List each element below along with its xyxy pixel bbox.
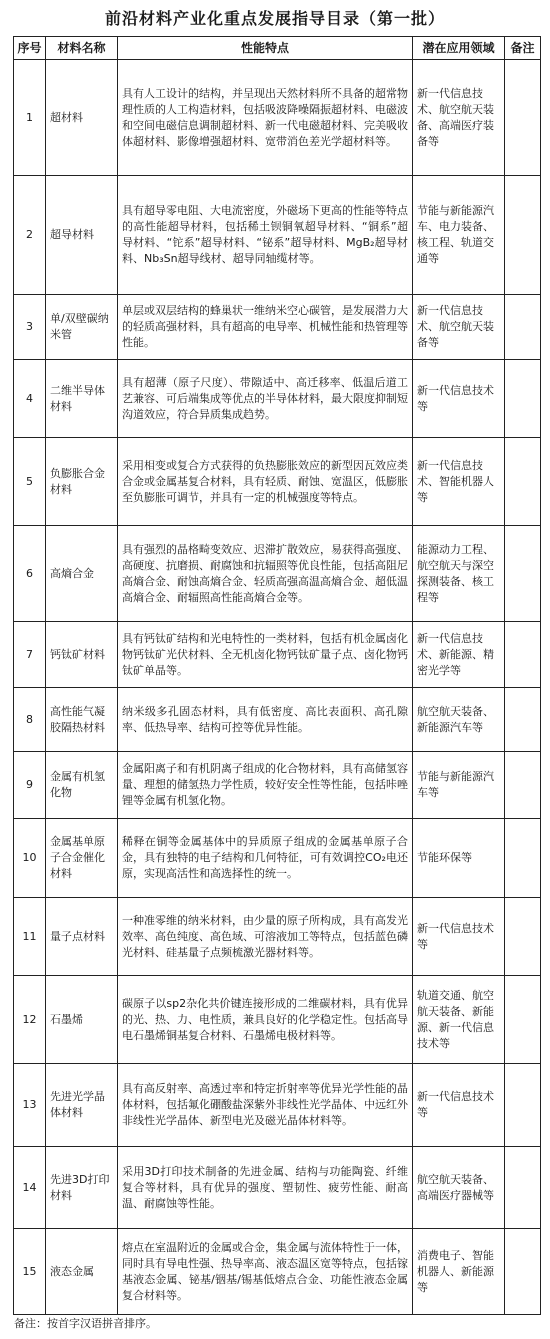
material-remark xyxy=(505,526,541,622)
material-application: 轨道交通、航空航天装备、新能源、新一代信息技术等 xyxy=(413,976,505,1064)
table-row xyxy=(14,438,541,526)
material-features: 单层或双层结构的蜂巢状一维纳米空心碳管，是发展潜力大的轻质高强材料，具有超高的电导率、机械性能和热管理等性能。 xyxy=(118,295,413,360)
table-row xyxy=(14,295,541,360)
material-name: 超材料 xyxy=(46,60,118,176)
material-application: 能源动力工程、航空航天与深空探测装备、核工程等 xyxy=(413,526,505,622)
material-remark xyxy=(505,360,541,438)
footnote: 备注：按首字汉语拼音排序。 xyxy=(14,1317,157,1330)
table-row xyxy=(14,1147,541,1229)
material-remark xyxy=(505,819,541,898)
material-application: 新一代信息技术、航空航天装备等 xyxy=(413,295,505,360)
row-number: 12 xyxy=(14,976,46,1064)
row-number: 14 xyxy=(14,1147,46,1229)
material-features: 具有人工设计的结构，并呈现出天然材料所不具备的超常物理性质的人工构造材料，包括吸波降噪隔振超材料、电磁波和空间电磁信息调制超材料、新一代电磁超材料、完美吸收体超材料、影像增强超材料、宽带消色差光学超材料等。 xyxy=(118,60,413,176)
material-name: 液态金属 xyxy=(46,1229,118,1315)
material-name: 单/双壁碳纳米管 xyxy=(46,295,118,360)
material-features: 碳原子以sp2杂化共价键连接形成的二维碳材料，具有优异的光、热、力、电性质，兼具良好的化学稳定性。包括高导电石墨烯铜基复合材料、石墨烯电极材料等。 xyxy=(118,976,413,1064)
table-header-row xyxy=(14,37,541,60)
material-features: 具有高反射率、高透过率和特定折射率等优异光学性能的晶体材料，包括氟化硼酸盐深紫外非线性光学晶体、中远红外非线性光学晶体、新型电光及磁光晶体材料等。 xyxy=(118,1064,413,1147)
material-application: 节能与新能源汽车等 xyxy=(413,752,505,819)
material-application: 航空航天装备、新能源汽车等 xyxy=(413,688,505,752)
material-application: 新一代信息技术、智能机器人等 xyxy=(413,438,505,526)
table-row xyxy=(14,688,541,752)
header-application: 潜在应用领域 xyxy=(413,37,505,60)
table-row xyxy=(14,526,541,622)
row-number: 2 xyxy=(14,176,46,295)
material-features: 具有强烈的晶格畸变效应、迟滞扩散效应，易获得高强度、高硬度、抗磨损、耐腐蚀和抗辐照等优良性能，包括高阻尼高熵合金、耐蚀高熵合金、轻质高强高温高熵合金、超低温高熵合金、耐辐照高性能高熵合金等。 xyxy=(118,526,413,622)
material-remark xyxy=(505,1147,541,1229)
row-number: 8 xyxy=(14,688,46,752)
material-name: 负膨胀合金材料 xyxy=(46,438,118,526)
table-row xyxy=(14,1064,541,1147)
material-application: 新一代信息技术等 xyxy=(413,1064,505,1147)
material-remark xyxy=(505,898,541,976)
material-application: 新一代信息技术等 xyxy=(413,360,505,438)
material-remark xyxy=(505,1064,541,1147)
material-name: 高熵合金 xyxy=(46,526,118,622)
material-features: 熔点在室温附近的金属或合金，集金属与流体特性于一体，同时具有导电性强、热导率高、液态温区宽等特点，包括镓基液态金属、铋基/铟基/锡基低熔点合金、功能性液态金属复合材料等。 xyxy=(118,1229,413,1315)
material-features: 金属阳离子和有机阴离子组成的化合物材料，具有高储氢容量、理想的储氢热力学性质，较好安全性等性能，包括咔唑锂等金属有机氢化物。 xyxy=(118,752,413,819)
row-number: 13 xyxy=(14,1064,46,1147)
material-name: 二维半导体材料 xyxy=(46,360,118,438)
material-application: 新一代信息技术、新能源、精密光学等 xyxy=(413,622,505,688)
row-number: 11 xyxy=(14,898,46,976)
material-remark xyxy=(505,438,541,526)
material-features: 具有超导零电阻、大电流密度，外磁场下更高的性能等特点的高性能超导材料，包括稀土钡铜氧超导材料、“铜系”超导材料、“铊系”超导材料、“铋系”超导材料、MgB₂超导材料、Nb₃Sn超导线材、超导同轴缆材等。 xyxy=(118,176,413,295)
material-name: 先进光学晶体材料 xyxy=(46,1064,118,1147)
row-number: 9 xyxy=(14,752,46,819)
material-name: 金属有机氢化物 xyxy=(46,752,118,819)
material-name: 高性能气凝胶隔热材料 xyxy=(46,688,118,752)
material-remark xyxy=(505,622,541,688)
table-row xyxy=(14,819,541,898)
header-features: 性能特点 xyxy=(118,37,413,60)
material-name: 超导材料 xyxy=(46,176,118,295)
table-row xyxy=(14,60,541,176)
table-row xyxy=(14,752,541,819)
header-seq: 序号 xyxy=(14,37,46,60)
material-remark xyxy=(505,1229,541,1315)
material-name: 金属基单原子合金催化材料 xyxy=(46,819,118,898)
material-features: 一种准零维的纳米材料，由少量的原子所构成，具有高发光效率、高色纯度、高色域、可溶液加工等特点，包括蓝色磷光材料、硅基量子点频梳激光器材料等。 xyxy=(118,898,413,976)
material-application: 消费电子、智能机器人、新能源等 xyxy=(413,1229,505,1315)
material-application: 新一代信息技术、航空航天装备、高端医疗装备等 xyxy=(413,60,505,176)
material-remark xyxy=(505,295,541,360)
material-name: 先进3D打印材料 xyxy=(46,1147,118,1229)
header-remark: 备注 xyxy=(505,37,541,60)
table-row xyxy=(14,360,541,438)
material-name: 钙钛矿材料 xyxy=(46,622,118,688)
material-features: 具有钙钛矿结构和光电特性的一类材料，包括有机金属卤化物钙钛矿光伏材料、全无机卤化物钙钛矿量子点、卤化物钙钛矿单晶等。 xyxy=(118,622,413,688)
row-number: 3 xyxy=(14,295,46,360)
row-number: 6 xyxy=(14,526,46,622)
table-row xyxy=(14,622,541,688)
material-name: 量子点材料 xyxy=(46,898,118,976)
table-row xyxy=(14,976,541,1064)
table-row xyxy=(14,176,541,295)
material-remark xyxy=(505,976,541,1064)
material-remark xyxy=(505,60,541,176)
row-number: 7 xyxy=(14,622,46,688)
row-number: 5 xyxy=(14,438,46,526)
material-remark xyxy=(505,752,541,819)
material-name: 石墨烯 xyxy=(46,976,118,1064)
material-application: 航空航天装备、高端医疗器械等 xyxy=(413,1147,505,1229)
row-number: 4 xyxy=(14,360,46,438)
materials-catalog-table xyxy=(13,36,541,1315)
page-title: 前沿材料产业化重点发展指导目录（第一批） xyxy=(104,9,445,28)
material-features: 纳米级多孔固态材料，具有低密度、高比表面积、高孔隙率、低热导率、结构可控等优异性能。 xyxy=(118,688,413,752)
material-features: 具有超薄（原子尺度）、带隙适中、高迁移率、低温后道工艺兼容、可后端集成等优点的半导体材料，最大限度抑制短沟道效应，符合异质集成趋势。 xyxy=(118,360,413,438)
table-row xyxy=(14,898,541,976)
material-application: 节能环保等 xyxy=(413,819,505,898)
material-application: 节能与新能源汽车、电力装备、核工程、轨道交通等 xyxy=(413,176,505,295)
material-features: 稀释在铜等金属基体中的异质原子组成的金属基单原子合金，具有独特的电子结构和几何特征，可有效调控CO₂电还原，实现高活性和高选择性的统一。 xyxy=(118,819,413,898)
row-number: 10 xyxy=(14,819,46,898)
material-application: 新一代信息技术等 xyxy=(413,898,505,976)
header-material-name: 材料名称 xyxy=(46,37,118,60)
row-number: 1 xyxy=(14,60,46,176)
material-features: 采用3D打印技术制备的先进金属、结构与功能陶瓷、纤维复合等材料，具有优异的强度、塑韧性、疲劳性能、耐高温、耐腐蚀等性能。 xyxy=(118,1147,413,1229)
row-number: 15 xyxy=(14,1229,46,1315)
material-features: 采用相变或复合方式获得的负热膨胀效应的新型因瓦效应类合金或金属基复合材料，具有轻质、耐蚀、宽温区，低膨胀至负膨胀可调节，并具有一定的机械强度等特点。 xyxy=(118,438,413,526)
material-remark xyxy=(505,688,541,752)
table-row xyxy=(14,1229,541,1315)
material-remark xyxy=(505,176,541,295)
